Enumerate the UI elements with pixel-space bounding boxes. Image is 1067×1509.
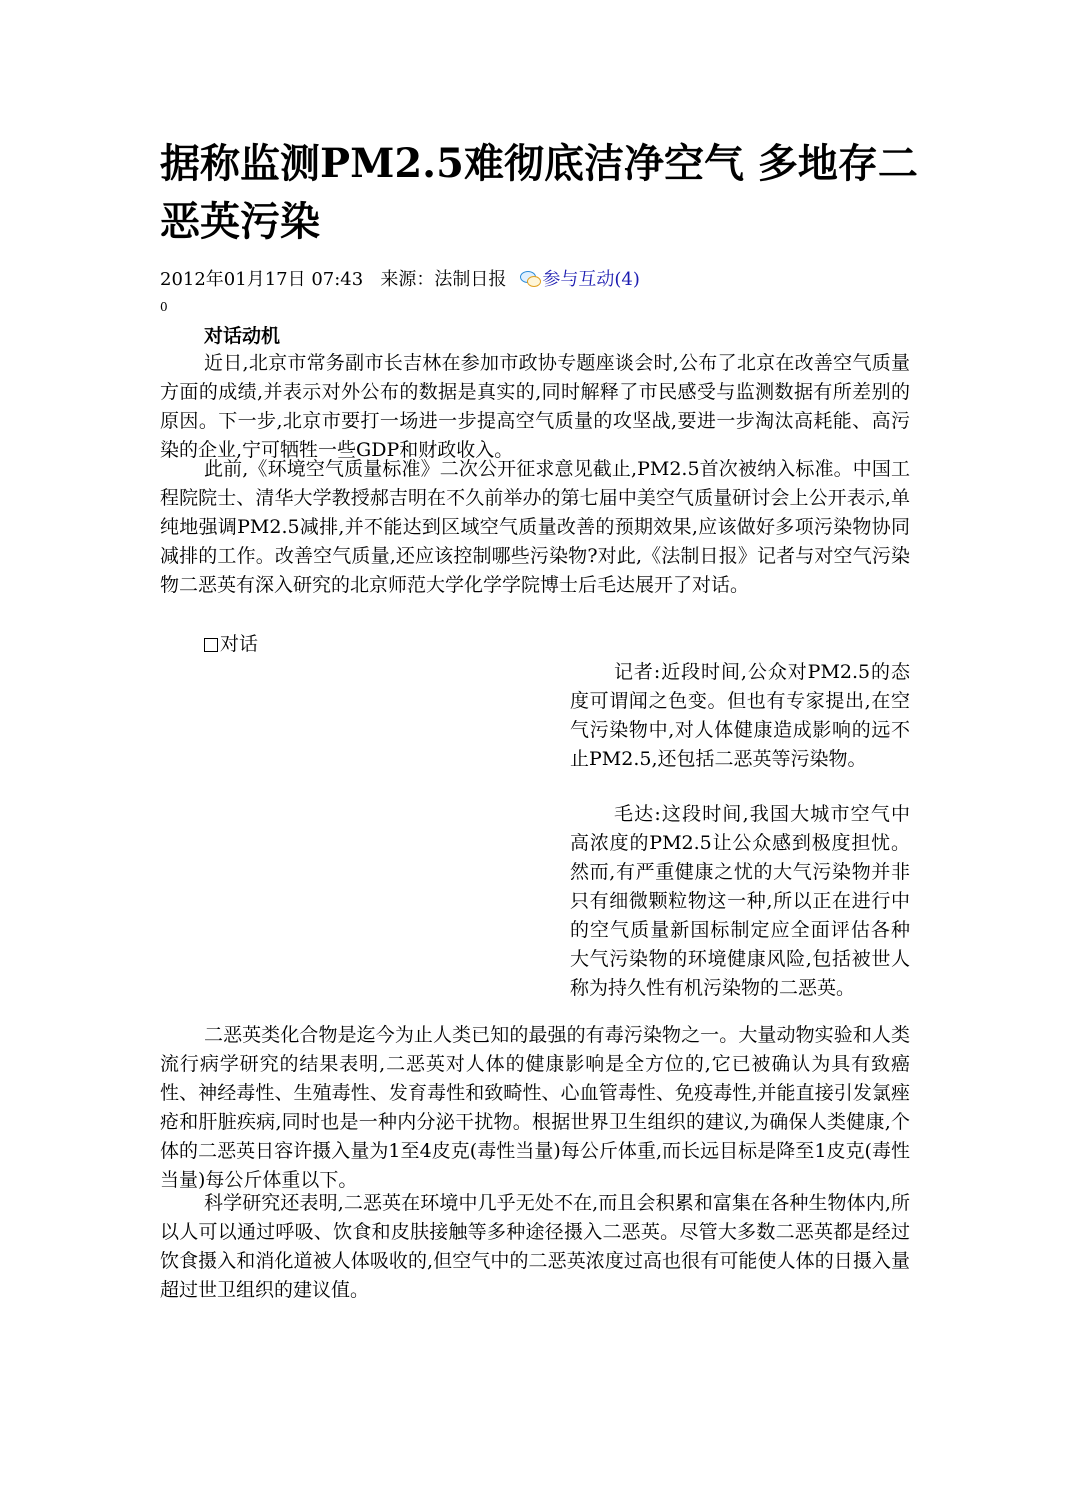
section-heading: 对话动机 [204, 325, 281, 347]
paragraph: 科学研究还表明,二恶英在环境中几乎无处不在,而且会积累和富集在各种生物体内,所以人可以通过呼吸、饮食和皮肤接触等多种途径摄入二恶英。尽管大多数二恶英都是经过饮食摄入和消化道被人体吸收的,但空气中的二恶英浓度过高也很有可能使人体的日摄入量超过世卫组织的建议值。 [160, 1192, 910, 1301]
publish-datetime: 2012年01月17日 07:43 [160, 269, 364, 290]
comment-bubble-icon[interactable] [520, 271, 542, 287]
checkbox-icon [204, 638, 218, 652]
stray-mark: 0 [160, 300, 168, 314]
article-source: 来源：法制日报 [380, 269, 507, 290]
dialog-paragraph: 记者:近段时间,公众对PM2.5的态度可谓闻之色变。但也有专家提出,在空气污染物中,对人体健康造成影响的远不止PM2.5,还包括二恶英等污染物。 [570, 661, 910, 770]
article-title: 据称监测PM2.5难彻底洁净空气 多地存二恶英污染 [160, 140, 918, 245]
dialog-paragraph: 毛达:这段时间,我国大城市空气中高浓度的PM2.5让公众感到极度担忧。然而,有严重健康之忧的大气污染物并非只有细微颗粒物这一种,所以正在进行中的空气质量新国标制定应全面评估各种大气污染物的环境健康风险,包括被世人称为持久性有机污染物的二恶英。 [570, 803, 910, 999]
paragraph: 二恶英类化合物是迄今为止人类已知的最强的有毒污染物之一。大量动物实验和人类流行病学研究的结果表明,二恶英对人体的健康影响是全方位的,它已被确认为具有致癌性、神经毒性、生殖毒性、发育毒性和致畸性、心血管毒性、免疫毒性,并能直接引发氯痤疮和肝脏疾病,同时也是一种内分泌干扰物。根据世界卫生组织的建议,为确保人类健康,个体的二恶英日容许摄入量为1至4皮克(毒性当量)每公斤体重,而长远目标是降至1皮克(毒性当量)每公斤体重以下。 [160, 1024, 910, 1191]
dialog-label-text: 对话 [220, 633, 259, 655]
dialog-label [204, 630, 258, 659]
paragraph: 近日,北京市常务副市长吉林在参加市政协专题座谈会时,公布了北京在改善空气质量方面的成绩,并表示对外公布的数据是真实的,同时解释了市民感受与监测数据有所差别的原因。下一步,北京市要打一场进一步提高空气质量的攻坚战,要进一步淘汰高耗能、高污染的企业,宁可牺牲一些GDP和财政收入。 [160, 352, 910, 461]
interact-link[interactable]: 参与互动(4) [542, 269, 640, 290]
article-meta [160, 266, 640, 294]
paragraph: 此前,《环境空气质量标准》二次公开征求意见截止,PM2.5首次被纳入标准。中国工程院院士、清华大学教授郝吉明在不久前举办的第七届中美空气质量研讨会上公开表示,单纯地强调PM2.5减排,并不能达到区域空气质量改善的预期效果,应该做好多项污染物协同减排的工作。改善空气质量,还应该控制哪些污染物?对此,《法制日报》记者与对空气污染物二恶英有深入研究的北京师范大学化学学院博士后毛达展开了对话。 [160, 458, 910, 596]
